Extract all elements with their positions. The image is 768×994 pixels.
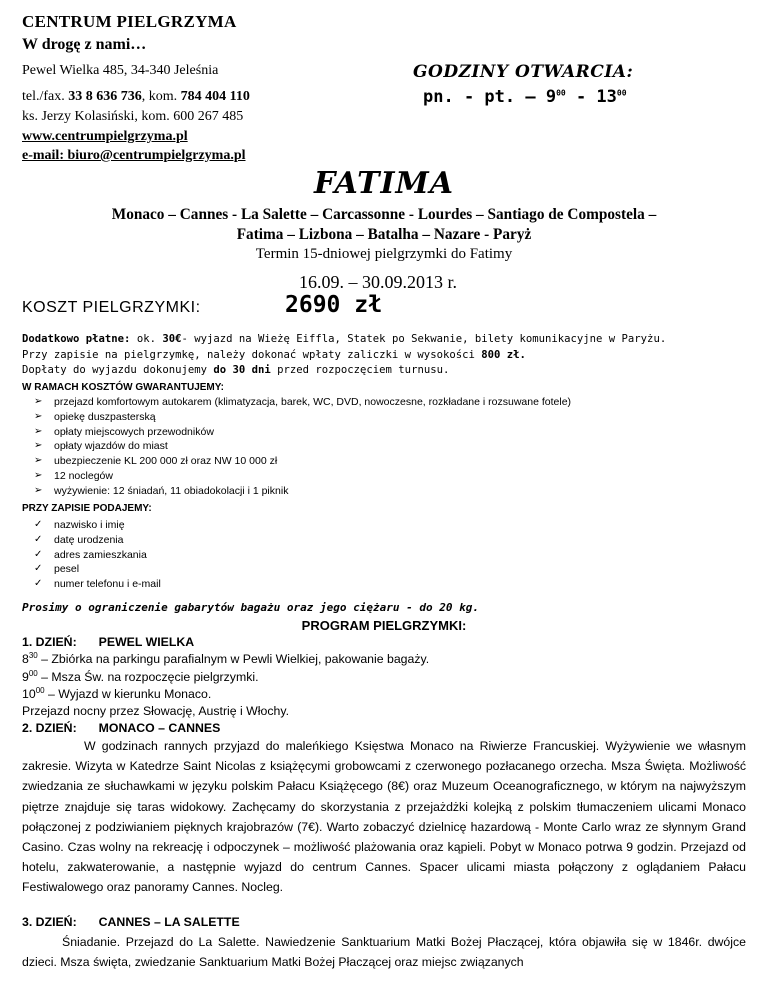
ext-prefix: , kom. — [141, 89, 181, 104]
list-item — [22, 562, 742, 577]
day1-time-1: $8^{30}$ – Zbiórka na parkingu parafialnym w Pewli Wielkiej, pakowanie bagaży. — [22, 651, 430, 667]
list-item-text: wyżywienie: 12 śniadań, 11 obiadokolacji i 1 piknik — [54, 484, 289, 497]
payment-rest: przed rozpoczęciem turnusu. — [270, 364, 450, 376]
list-item-text: 12 noclegów — [54, 469, 113, 482]
list-item-text: nazwisko i imię — [54, 519, 125, 531]
list-item-text: opłaty wjazdów do miast — [54, 440, 168, 453]
slogan: W drogę z nami… — [22, 36, 147, 53]
checkmark-icon: ✓ — [34, 548, 43, 560]
term-line: Termin 15-dniowej pielgrzymki do Fatimy — [255, 246, 513, 262]
list-item — [22, 425, 742, 440]
list-item-text: opiekę duszpasterską — [54, 410, 156, 423]
arrow-bullet-icon: ➢ — [34, 440, 43, 452]
list-item — [22, 518, 742, 533]
arrow-bullet-icon: ➢ — [34, 455, 43, 467]
arrow-bullet-icon: ➢ — [34, 410, 43, 422]
deposit-pre: Przy zapisie na pielgrzymkę, należy dokonać wpłaty zaliczki w wysokości — [22, 349, 482, 361]
close-sup: 00 — [616, 88, 627, 98]
list-item — [22, 395, 742, 410]
phone-line — [22, 89, 250, 105]
day1-time-2: $9^{00}$ – Msza Św. na rozpoczęcie pielgrzymki. — [22, 669, 259, 685]
day2-text: W godzinach rannych przyjazd do maleńkiego Księstwa Monaco na Riwierze Francuskiej. Wyżywienie we własnym zakresie. Wizyta w Katedrze Saint Nicolas z książęcymi grobowcami z czerwonego pozłacanego orzecha. Msza Święta. Możliwość zwiedzania ze słuchawkami w języku polskim Pałacu Książęcego (8€) oraz Muzeum Oceanograficznego, w którym na najwyższym piętrze znajduje się taras widokowy. Zachęcamy do skorzystania z przejażdżki kolejką z polskim tłumaczeniem ulicami Monaco połączonej z podziwianiem pięknych krajobrazów (7€). Warto zobaczyć dzielnicę hazardową - Monte Carlo wraz ze słynnym Grand Casino. Czas wolny na rekreację i odpoczynek – możliwość plażowania oraz kąpieli. Pobyt w Monaco potrwa 9 godzin. Przejazd od hotelu, zakwaterowanie, a następnie wyjazd do centrum Cannes. Spacer ulicami miasta połączony z oglądaniem Pałacu Festiwalowego oraz panoramy Cannes. Nocleg. — [22, 739, 746, 895]
day3-text: Śniadanie. Przejazd do La Salette. Nawiedzenie Sanktuarium Matki Bożej Płaczącej, która objawiła się w 1846r. dwójce dzieci. Msza święta, zwiedzanie Sanktuarium Matki Bożej Płaczącej oraz miejsc związanych — [22, 935, 746, 970]
route-line-1: Monaco – Cannes - La Salette – Carcassonne - Lourdes – Santiago de Compostela – — [111, 206, 657, 223]
list-item — [22, 454, 742, 469]
list-item-text: przejazd komfortowym autokarem (klimatyzacja, barek, WC, DVD, nowoczesne, rozkładane i rozsuwane fotele) — [54, 396, 572, 408]
program-heading: PROGRAM PIELGRZYMKI: — [301, 618, 467, 633]
route-line-2: Fatima – Lizbona – Batalha – Nazare - Paryż — [236, 226, 532, 243]
hours-sep: - 13 — [565, 87, 617, 107]
extra-line-1 — [22, 333, 666, 345]
list-item-text: opłaty miejscowych przewodników — [54, 425, 214, 438]
luggage-note: Prosimy o ograniczenie gabarytów bagażu oraz jego ciężaru - do 20 kg. — [22, 601, 479, 614]
list-item-text: adres zamieszkania — [54, 548, 147, 561]
list-item-text: pesel — [54, 563, 80, 576]
payment-pre: Dopłaty do wyjazdu dokonujemy — [22, 364, 214, 376]
list-item-text: ubezpieczenie KL 200 000 zł oraz NW 10 000 zł — [54, 455, 278, 468]
open-sup: 00 — [556, 88, 566, 98]
extra-line-2 — [22, 349, 526, 361]
list-item — [22, 484, 742, 499]
checkmark-icon: ✓ — [34, 519, 43, 530]
extra-amount: 30€ — [162, 333, 182, 345]
org-name: CENTRUM PIELGRZYMA — [22, 12, 237, 31]
trip-title: FATIMA — [313, 166, 455, 201]
signup-list — [22, 518, 742, 592]
day2-place: MONACO – CANNES — [98, 721, 221, 735]
phone-number: 33 8 636 736 — [68, 89, 142, 104]
address: Pewel Wielka 485, 34-340 Jeleśnia — [22, 63, 219, 78]
day1-time-3: $10^{00}$ – Wyjazd w kierunku Monaco. — [22, 686, 212, 702]
list-item-text: numer telefonu i e-mail — [54, 578, 161, 591]
checkmark-icon: ✓ — [34, 563, 43, 575]
deposit-amount: 800 zł. — [481, 349, 526, 361]
arrow-bullet-icon: ➢ — [34, 396, 43, 407]
extra-line-3 — [22, 364, 449, 376]
extra-pre: ok. — [130, 333, 163, 345]
day1-night: Przejazd nocny przez Słowację, Austrię i Włochy. — [22, 704, 289, 718]
cost-label: KOSZT PIELGRZYMKI: — [22, 299, 201, 316]
list-item — [22, 469, 742, 484]
checkmark-icon: ✓ — [34, 533, 43, 545]
list-item — [22, 439, 742, 454]
day2-label: 2. DZIEŃ: — [22, 721, 77, 735]
checkmark-icon: ✓ — [34, 578, 43, 590]
list-item — [22, 548, 742, 563]
day3-heading — [22, 915, 240, 929]
hours-range — [423, 87, 627, 107]
day3-place: CANNES – LA SALETTE — [98, 915, 240, 929]
arrow-bullet-icon: ➢ — [34, 484, 43, 496]
guarantee-heading: W RAMACH KOSZTÓW GWARANTUJEMY: — [22, 382, 225, 393]
day1-place: PEWEL WIELKA — [98, 635, 195, 649]
signup-heading: PRZY ZAPISIE PODAJEMY: — [22, 503, 152, 514]
trip-dates: 16.09. – 30.09.2013 r. — [299, 272, 458, 292]
phone-prefix: tel./fax. — [22, 89, 69, 104]
guarantee-list — [22, 395, 742, 499]
hours-title: GODZINY OTWARCIA: — [413, 62, 634, 82]
arrow-bullet-icon: ➢ — [34, 469, 43, 481]
extra-rest: - wyjazd na Wieżę Eiffla, Statek po Sekwanie, bilety komunikacyjne w Paryżu. — [181, 333, 667, 345]
day1-label: 1. DZIEŃ: — [22, 635, 77, 649]
payment-bold: do 30 dni — [213, 364, 271, 376]
day2-heading — [22, 721, 220, 735]
day1-heading — [22, 635, 194, 649]
list-item-text: datę urodzenia — [54, 533, 124, 546]
email-link[interactable]: e-mail: biuro@centrumpielgrzyma.pl — [22, 148, 246, 163]
list-item — [22, 533, 742, 548]
cost-value: 2690 zł — [285, 292, 382, 318]
list-item — [22, 410, 742, 425]
hours-days: pn. - pt. – 9 — [423, 87, 557, 107]
website-link[interactable]: www.centrumpielgrzyma.pl — [22, 129, 188, 144]
mobile-number: 784 404 110 — [180, 89, 250, 104]
priest-contact: ks. Jerzy Kolasiński, kom. 600 267 485 — [22, 109, 244, 124]
arrow-bullet-icon: ➢ — [34, 425, 43, 437]
extra-bold: Dodatkowo płatne: — [22, 333, 131, 345]
list-item — [22, 577, 742, 592]
day3-label: 3. DZIEŃ: — [22, 915, 77, 929]
